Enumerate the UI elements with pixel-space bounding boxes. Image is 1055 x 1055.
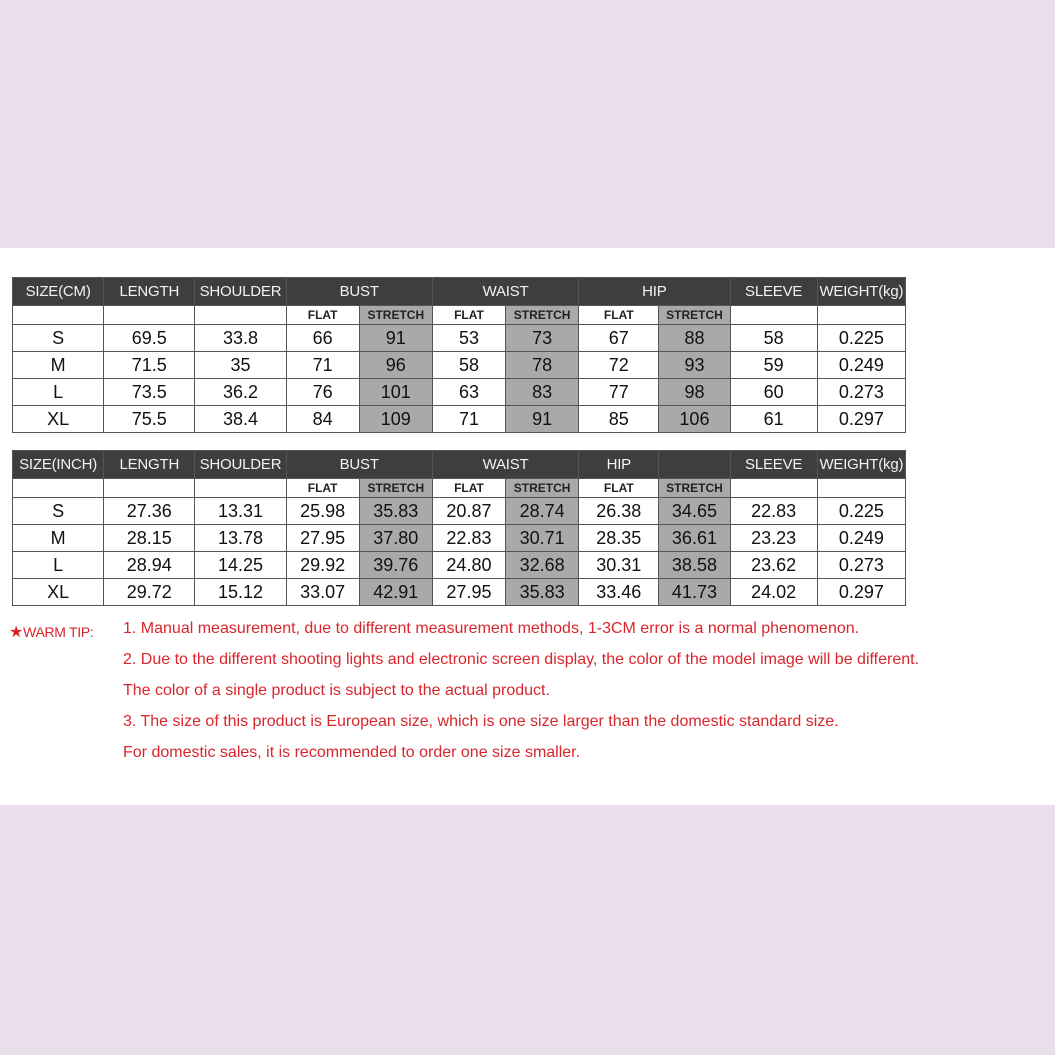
sub-hip-flat: FLAT [579, 479, 659, 498]
size-cell: L [13, 552, 104, 579]
size-cell: M [13, 525, 104, 552]
bust-flat-cell: 29.92 [286, 552, 359, 579]
length-cell: 28.94 [104, 552, 195, 579]
shoulder-cell: 15.12 [195, 579, 286, 606]
header-waist: WAIST [432, 278, 578, 306]
table-header-row [13, 278, 906, 306]
hip-flat-cell: 30.31 [579, 552, 659, 579]
bust-flat-cell: 27.95 [286, 525, 359, 552]
weight-cell: 0.273 [817, 552, 905, 579]
hip-flat-cell: 26.38 [579, 498, 659, 525]
waist-stretch-cell: 83 [506, 379, 579, 406]
table-row [13, 379, 906, 406]
sub-bust-flat: FLAT [286, 306, 359, 325]
length-cell: 27.36 [104, 498, 195, 525]
table-row [13, 525, 906, 552]
tip-line-3: The color of a single product is subject to the actual product. [123, 682, 550, 699]
sleeve-cell: 24.02 [730, 579, 817, 606]
warm-tip-text: WARM TIP: [23, 624, 94, 640]
table-header-row [13, 451, 906, 479]
table-row [13, 406, 906, 433]
waist-stretch-cell: 73 [506, 325, 579, 352]
header-sleeve: SLEEVE [730, 451, 817, 479]
waist-flat-cell: 22.83 [432, 525, 505, 552]
header-shoulder: SHOULDER [195, 278, 286, 306]
weight-cell: 0.225 [817, 325, 905, 352]
hip-flat-cell: 72 [579, 352, 659, 379]
header-length: LENGTH [104, 451, 195, 479]
shoulder-cell: 14.25 [195, 552, 286, 579]
weight-cell: 0.297 [817, 406, 905, 433]
hip-stretch-cell: 106 [659, 406, 730, 433]
waist-flat-cell: 24.80 [432, 552, 505, 579]
bust-flat-cell: 84 [286, 406, 359, 433]
waist-flat-cell: 20.87 [432, 498, 505, 525]
sub-hip-flat: FLAT [579, 306, 659, 325]
hip-stretch-cell: 38.58 [659, 552, 730, 579]
bust-stretch-cell: 42.91 [359, 579, 432, 606]
shoulder-cell: 38.4 [195, 406, 286, 433]
hip-flat-cell: 33.46 [579, 579, 659, 606]
shoulder-cell: 33.8 [195, 325, 286, 352]
sleeve-cell: 58 [730, 325, 817, 352]
warm-tip-label [9, 622, 93, 642]
bust-stretch-cell: 37.80 [359, 525, 432, 552]
hip-stretch-cell: 93 [659, 352, 730, 379]
hip-stretch-cell: 98 [659, 379, 730, 406]
table-subheader-row [13, 479, 906, 498]
bust-flat-cell: 25.98 [286, 498, 359, 525]
length-cell: 73.5 [104, 379, 195, 406]
hip-stretch-cell: 88 [659, 325, 730, 352]
shoulder-cell: 36.2 [195, 379, 286, 406]
sub-hip-stretch: STRETCH [659, 306, 730, 325]
header-size: SIZE(CM) [13, 278, 104, 306]
bust-flat-cell: 33.07 [286, 579, 359, 606]
sub-waist-flat: FLAT [432, 479, 505, 498]
sub-bust-stretch: STRETCH [359, 479, 432, 498]
header-hip: HIP [579, 451, 659, 479]
weight-cell: 0.249 [817, 525, 905, 552]
waist-stretch-cell: 78 [506, 352, 579, 379]
hip-flat-cell: 77 [579, 379, 659, 406]
table-row [13, 325, 906, 352]
table-subheader-row [13, 306, 906, 325]
length-cell: 71.5 [104, 352, 195, 379]
bust-flat-cell: 71 [286, 352, 359, 379]
header-bust: BUST [286, 278, 432, 306]
sub-bust-flat: FLAT [286, 479, 359, 498]
waist-flat-cell: 71 [432, 406, 505, 433]
sleeve-cell: 23.62 [730, 552, 817, 579]
sleeve-cell: 59 [730, 352, 817, 379]
table-row [13, 579, 906, 606]
weight-cell: 0.297 [817, 579, 905, 606]
size-cell: XL [13, 579, 104, 606]
tip-line-2: 2. Due to the different shooting lights and electronic screen display, the color of the model image will be different. [123, 651, 920, 668]
size-cell: S [13, 498, 104, 525]
size-cell: M [13, 352, 104, 379]
tip-line-4: 3. The size of this product is European size, which is one size larger than the domestic standard size. [123, 713, 839, 730]
header-shoulder: SHOULDER [195, 451, 286, 479]
sleeve-cell: 22.83 [730, 498, 817, 525]
header-sleeve: SLEEVE [730, 278, 817, 306]
sub-waist-stretch: STRETCH [506, 306, 579, 325]
bust-stretch-cell: 35.83 [359, 498, 432, 525]
weight-cell: 0.249 [817, 352, 905, 379]
table-row [13, 552, 906, 579]
size-chart-panel [0, 248, 1055, 805]
waist-stretch-cell: 30.71 [506, 525, 579, 552]
header-length: LENGTH [104, 278, 195, 306]
header-bust: BUST [286, 451, 432, 479]
length-cell: 75.5 [104, 406, 195, 433]
length-cell: 29.72 [104, 579, 195, 606]
shoulder-cell: 35 [195, 352, 286, 379]
size-cell: XL [13, 406, 104, 433]
weight-cell: 0.273 [817, 379, 905, 406]
table-row [13, 498, 906, 525]
bust-stretch-cell: 39.76 [359, 552, 432, 579]
hip-stretch-cell: 36.61 [659, 525, 730, 552]
header-waist: WAIST [432, 451, 578, 479]
tip-line-5: For domestic sales, it is recommended to order one size smaller. [123, 744, 581, 761]
header-hip-spacer [659, 451, 730, 479]
sleeve-cell: 61 [730, 406, 817, 433]
size-table-inch [12, 450, 906, 606]
hip-stretch-cell: 41.73 [659, 579, 730, 606]
bust-flat-cell: 66 [286, 325, 359, 352]
size-cell: S [13, 325, 104, 352]
waist-flat-cell: 53 [432, 325, 505, 352]
shoulder-cell: 13.78 [195, 525, 286, 552]
header-weight: WEIGHT(kg) [817, 451, 905, 479]
length-cell: 28.15 [104, 525, 195, 552]
star-icon: ★ [9, 624, 24, 641]
hip-flat-cell: 85 [579, 406, 659, 433]
header-weight: WEIGHT(kg) [817, 278, 905, 306]
waist-stretch-cell: 35.83 [506, 579, 579, 606]
waist-stretch-cell: 32.68 [506, 552, 579, 579]
waist-flat-cell: 63 [432, 379, 505, 406]
size-cell: L [13, 379, 104, 406]
weight-cell: 0.225 [817, 498, 905, 525]
table-row [13, 352, 906, 379]
waist-stretch-cell: 91 [506, 406, 579, 433]
waist-stretch-cell: 28.74 [506, 498, 579, 525]
sub-hip-stretch: STRETCH [659, 479, 730, 498]
hip-stretch-cell: 34.65 [659, 498, 730, 525]
sleeve-cell: 60 [730, 379, 817, 406]
sleeve-cell: 23.23 [730, 525, 817, 552]
bust-stretch-cell: 96 [359, 352, 432, 379]
sub-waist-stretch: STRETCH [506, 479, 579, 498]
waist-flat-cell: 27.95 [432, 579, 505, 606]
bust-stretch-cell: 91 [359, 325, 432, 352]
length-cell: 69.5 [104, 325, 195, 352]
sub-bust-stretch: STRETCH [359, 306, 432, 325]
waist-flat-cell: 58 [432, 352, 505, 379]
tip-line-1: 1. Manual measurement, due to different measurement methods, 1-3CM error is a normal phenomenon. [123, 620, 860, 637]
bust-stretch-cell: 101 [359, 379, 432, 406]
size-table-cm [12, 277, 906, 433]
header-hip: HIP [579, 278, 730, 306]
bust-flat-cell: 76 [286, 379, 359, 406]
bust-stretch-cell: 109 [359, 406, 432, 433]
header-size: SIZE(INCH) [13, 451, 104, 479]
sub-waist-flat: FLAT [432, 306, 505, 325]
hip-flat-cell: 28.35 [579, 525, 659, 552]
hip-flat-cell: 67 [579, 325, 659, 352]
shoulder-cell: 13.31 [195, 498, 286, 525]
